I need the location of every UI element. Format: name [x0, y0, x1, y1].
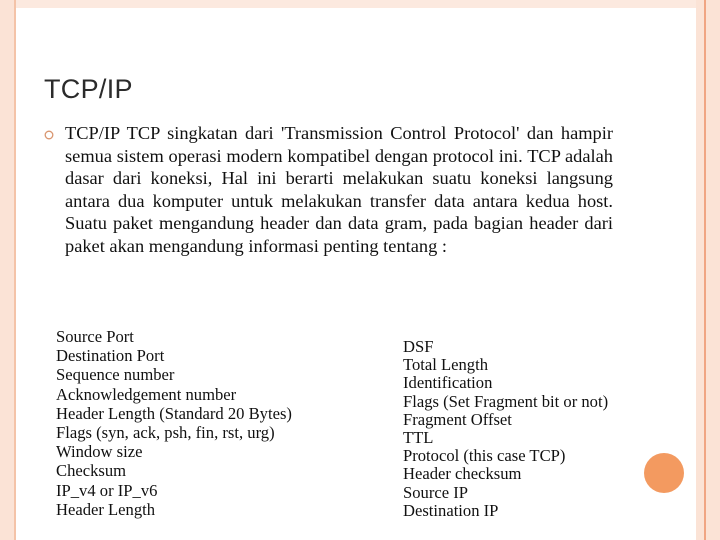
list-item: Header Length [56, 499, 156, 519]
list-item: Flags (Set Fragment bit or not) [403, 391, 609, 411]
right-frame-border [696, 0, 720, 540]
list-item: Acknowledgement number [56, 384, 237, 404]
list-item: Destination IP [403, 500, 499, 520]
list-item: Total Length [403, 355, 489, 375]
right-field-list [403, 338, 608, 520]
list-item: Header Length (Standard 20 Bytes) [56, 403, 292, 423]
list-item: Identification [403, 373, 493, 393]
right-frame-line [704, 0, 706, 540]
list-item: Destination Port [56, 346, 165, 366]
left-frame-border [0, 0, 14, 540]
top-frame-border [16, 0, 696, 8]
list-item: Flags (syn, ack, psh, fin, rst, urg) [56, 423, 275, 443]
list-item: Checksum [56, 461, 127, 481]
body-paragraph: TCP/IP TCP singkatan dari 'Transmission Control Protocol' dan hampir semua sistem operasi modern kompatibel dengan protocol ini. TCP adalah dasar dari koneksi, Hal ini berarti melakukan suatu koneksi langsung antara dua komputer untuk melakukan transfer data antara kedua host. Suatu paket mengandung header dan data gram, pada bagian header dari paket akan mengandung informasi penting tentang : [65, 123, 613, 256]
list-item: Header checksum [403, 464, 522, 484]
list-item: DSF [403, 337, 434, 356]
list-item: Window size [56, 442, 143, 462]
circle-bullet-icon [44, 130, 54, 140]
list-item: Source IP [403, 482, 468, 502]
list-item: TTL [403, 428, 434, 448]
list-item: Source Port [56, 327, 134, 346]
left-field-list [56, 327, 292, 519]
list-item: Protocol (this case TCP) [403, 446, 566, 466]
list-item: IP_v4 or IP_v6 [56, 480, 158, 500]
list-item: Fragment Offset [403, 409, 512, 429]
list-item: Sequence number [56, 365, 175, 385]
slide-title: TCP/IP [44, 74, 133, 104]
decorative-orb-icon [641, 450, 687, 496]
